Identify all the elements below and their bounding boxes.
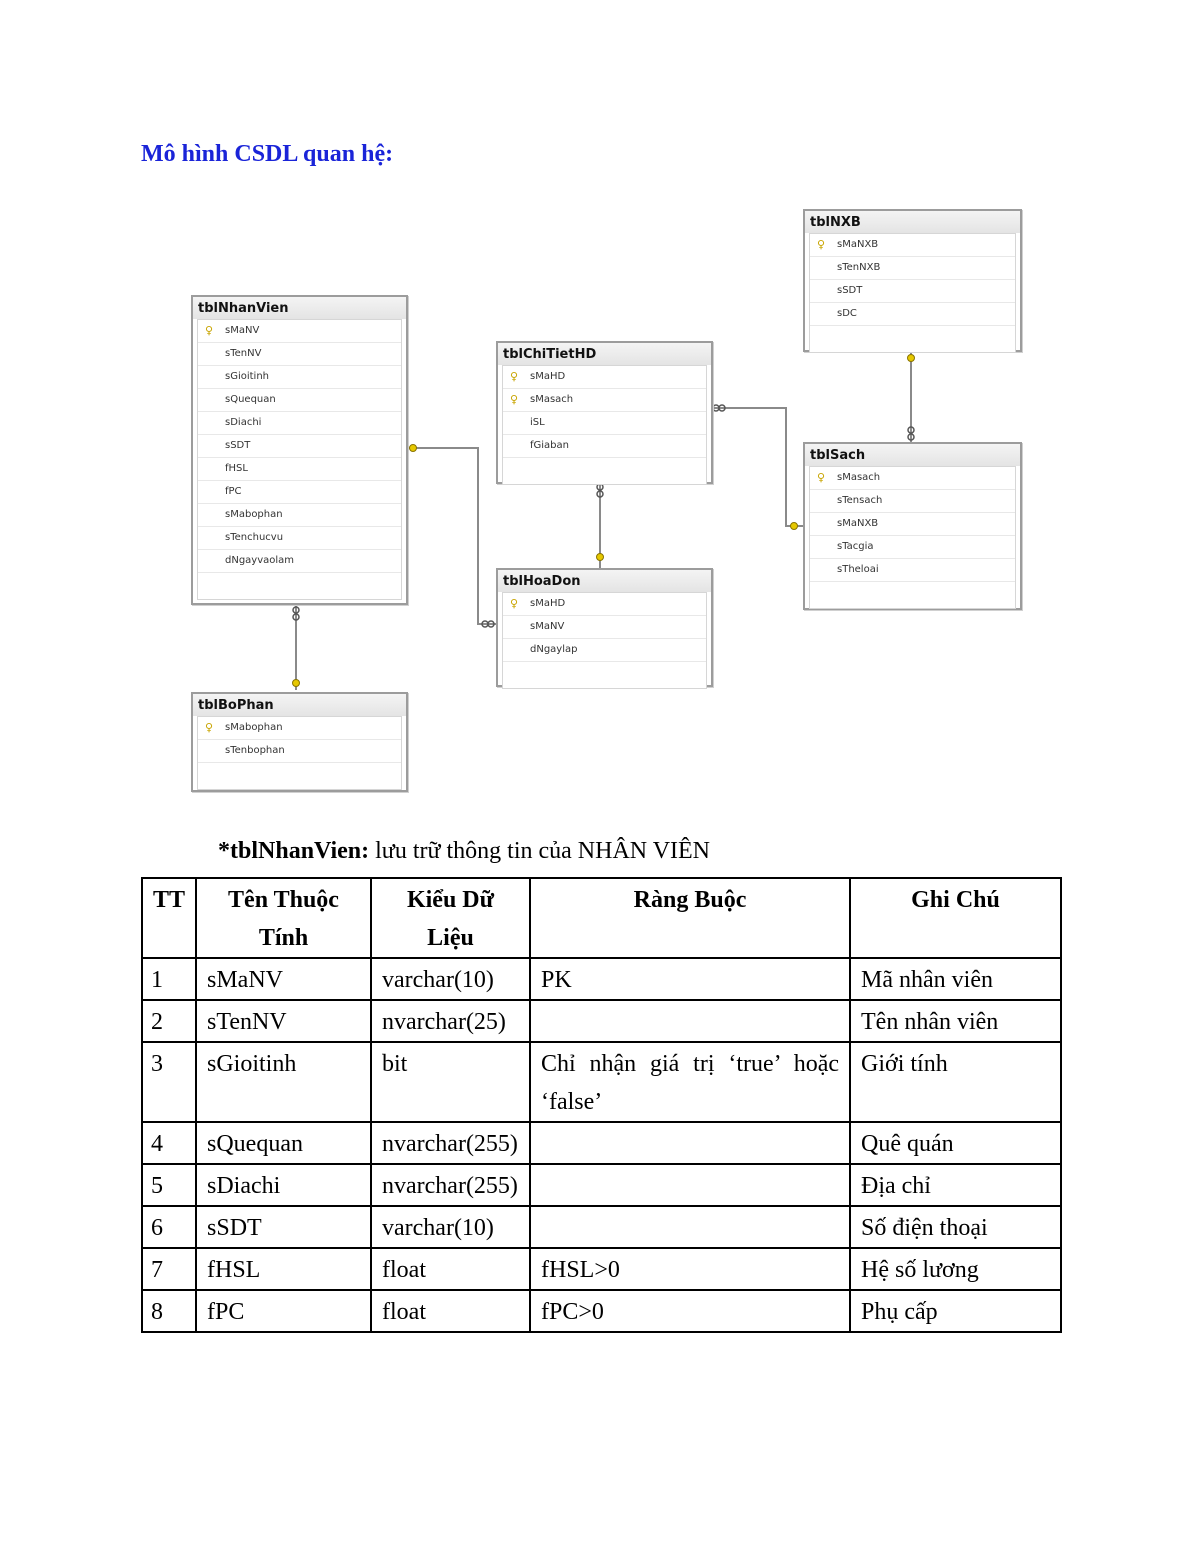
column-list bbox=[809, 466, 1016, 609]
table-cell: sDiachi bbox=[196, 1164, 371, 1206]
table-cell: sQuequan bbox=[196, 1122, 371, 1164]
column-row[interactable] bbox=[198, 550, 401, 573]
column-name: sMaNXB bbox=[837, 239, 879, 250]
table-cell: Hệ số lương bbox=[850, 1248, 1061, 1290]
column-row[interactable] bbox=[198, 320, 401, 343]
key-icon: ♀ bbox=[817, 238, 826, 251]
column-name: sMaNV bbox=[225, 325, 260, 336]
table-cell: bit bbox=[371, 1042, 530, 1122]
header-cell: Kiểu Dữ Liệu bbox=[371, 878, 530, 958]
table-cell: sGioitinh bbox=[196, 1042, 371, 1122]
column-row[interactable] bbox=[503, 593, 706, 616]
column-name: sSDT bbox=[225, 440, 251, 451]
table-cell bbox=[530, 1122, 850, 1164]
column-name: sTheloai bbox=[837, 564, 879, 575]
key-icon: ♀ bbox=[817, 471, 826, 484]
column-name: sTenchucvu bbox=[225, 532, 284, 543]
page-heading: Mô hình CSDL quan hệ: bbox=[141, 141, 394, 167]
column-row[interactable] bbox=[810, 513, 1015, 536]
column-row[interactable] bbox=[198, 343, 401, 366]
column-name: iSL bbox=[530, 417, 545, 428]
column-name: fGiaban bbox=[530, 440, 569, 451]
table-title: tblChiTietHD bbox=[498, 343, 711, 365]
column-row[interactable] bbox=[198, 504, 401, 527]
table-cell: 8 bbox=[142, 1290, 196, 1332]
table-cell: 7 bbox=[142, 1248, 196, 1290]
table-row bbox=[142, 1206, 1061, 1248]
table-cell: 4 bbox=[142, 1122, 196, 1164]
empty-row bbox=[810, 582, 1015, 608]
table-cell: 6 bbox=[142, 1206, 196, 1248]
table-box-sach[interactable] bbox=[803, 442, 1022, 610]
column-row[interactable] bbox=[503, 616, 706, 639]
table-row bbox=[142, 958, 1061, 1000]
table-cell: varchar(10) bbox=[371, 958, 530, 1000]
table-cell: Giới tính bbox=[850, 1042, 1061, 1122]
column-row[interactable] bbox=[810, 559, 1015, 582]
column-row[interactable] bbox=[503, 412, 706, 435]
description-table-name: *tblNhanVien: bbox=[218, 838, 370, 864]
key-icon: ♀ bbox=[205, 324, 214, 337]
table-cell: Số điện thoại bbox=[850, 1206, 1061, 1248]
column-list bbox=[809, 233, 1016, 353]
table-row bbox=[142, 1122, 1061, 1164]
column-name: sMaNV bbox=[530, 621, 565, 632]
table-row bbox=[142, 1164, 1061, 1206]
table-cell bbox=[530, 1164, 850, 1206]
table-box-nxb[interactable] bbox=[803, 209, 1022, 352]
attribute-table bbox=[141, 877, 1062, 1333]
table-cell: 2 bbox=[142, 1000, 196, 1042]
header-cell: Ghi Chú bbox=[850, 878, 1061, 958]
table-title: tblSach bbox=[805, 444, 1020, 466]
table-cell: fPC bbox=[196, 1290, 371, 1332]
column-row[interactable] bbox=[810, 280, 1015, 303]
header-cell: Ràng Buộc bbox=[530, 878, 850, 958]
column-row[interactable] bbox=[810, 467, 1015, 490]
column-name: sMaHD bbox=[530, 598, 566, 609]
column-row[interactable] bbox=[198, 458, 401, 481]
attribute-table-header bbox=[142, 878, 1061, 958]
table-row bbox=[142, 1248, 1061, 1290]
table-row bbox=[142, 1042, 1061, 1122]
table-title: tblNhanVien bbox=[193, 297, 406, 319]
column-name: sDC bbox=[837, 308, 857, 319]
rel-nhanvien-hoadon bbox=[406, 448, 496, 624]
column-name: sSDT bbox=[837, 285, 863, 296]
column-row[interactable] bbox=[810, 257, 1015, 280]
column-name: sTenbophan bbox=[225, 745, 285, 756]
column-row[interactable] bbox=[503, 435, 706, 458]
table-cell: 5 bbox=[142, 1164, 196, 1206]
column-row[interactable] bbox=[198, 481, 401, 504]
column-name: sGioitinh bbox=[225, 371, 270, 382]
table-cell: Quê quán bbox=[850, 1122, 1061, 1164]
table-cell: 1 bbox=[142, 958, 196, 1000]
column-row[interactable] bbox=[503, 639, 706, 662]
column-name: sTenNXB bbox=[837, 262, 881, 273]
table-row bbox=[142, 1290, 1061, 1332]
rel-chitiet-sach bbox=[711, 408, 804, 526]
empty-row bbox=[503, 458, 706, 484]
table-box-nhanvien[interactable] bbox=[191, 295, 408, 605]
table-description bbox=[218, 838, 710, 865]
column-row[interactable] bbox=[198, 389, 401, 412]
column-row[interactable] bbox=[198, 740, 401, 763]
table-box-chitiethd[interactable] bbox=[496, 341, 713, 484]
table-cell: Mã nhân viên bbox=[850, 958, 1061, 1000]
table-box-bophan[interactable] bbox=[191, 692, 408, 792]
table-title: tblBoPhan bbox=[193, 694, 406, 716]
column-row[interactable] bbox=[810, 234, 1015, 257]
column-row[interactable] bbox=[503, 366, 706, 389]
column-name: sTenNV bbox=[225, 348, 262, 359]
table-cell: sTenNV bbox=[196, 1000, 371, 1042]
column-row[interactable] bbox=[810, 490, 1015, 513]
column-list bbox=[197, 716, 402, 790]
table-cell: Địa chỉ bbox=[850, 1164, 1061, 1206]
column-name: fPC bbox=[225, 486, 242, 497]
table-cell: fHSL bbox=[196, 1248, 371, 1290]
key-icon: ♀ bbox=[510, 370, 519, 383]
key-icon bbox=[410, 445, 417, 452]
column-name: sMabophan bbox=[225, 722, 283, 733]
table-cell: Chỉ nhận giá trị ‘true’ hoặc ‘false’ bbox=[530, 1042, 850, 1122]
empty-row bbox=[503, 662, 706, 688]
key-icon: ♀ bbox=[510, 393, 519, 406]
table-row bbox=[142, 1000, 1061, 1042]
key-icon bbox=[597, 554, 604, 561]
column-name: sMabophan bbox=[225, 509, 283, 520]
column-name: sTensach bbox=[837, 495, 883, 506]
header-cell: Tên Thuộc Tính bbox=[196, 878, 371, 958]
column-row[interactable] bbox=[198, 717, 401, 740]
column-row[interactable] bbox=[810, 536, 1015, 559]
table-cell: varchar(10) bbox=[371, 1206, 530, 1248]
description-text: lưu trữ thông tin của NHÂN VIÊN bbox=[369, 838, 711, 864]
table-cell: nvarchar(255) bbox=[371, 1122, 530, 1164]
key-icon bbox=[293, 680, 300, 687]
column-name: sMasach bbox=[530, 394, 574, 405]
column-list bbox=[502, 592, 707, 689]
column-row[interactable] bbox=[198, 435, 401, 458]
table-cell: sSDT bbox=[196, 1206, 371, 1248]
key-icon bbox=[908, 355, 915, 362]
key-icon bbox=[791, 523, 798, 530]
table-box-hoadon[interactable] bbox=[496, 568, 713, 687]
table-cell: PK bbox=[530, 958, 850, 1000]
table-cell bbox=[530, 1000, 850, 1042]
column-name: dNgaylap bbox=[530, 644, 578, 655]
column-name: dNgayvaolam bbox=[225, 555, 295, 566]
column-name: sMaHD bbox=[530, 371, 566, 382]
column-name: sQuequan bbox=[225, 394, 276, 405]
key-icon: ♀ bbox=[205, 721, 214, 734]
column-row[interactable] bbox=[198, 412, 401, 435]
column-row[interactable] bbox=[198, 527, 401, 550]
column-name: sTacgia bbox=[837, 541, 874, 552]
table-title: tblNXB bbox=[805, 211, 1020, 233]
table-cell: fPC>0 bbox=[530, 1290, 850, 1332]
empty-row bbox=[198, 763, 401, 789]
empty-row bbox=[810, 326, 1015, 352]
column-list bbox=[502, 365, 707, 485]
column-name: sDiachi bbox=[225, 417, 262, 428]
table-cell: nvarchar(255) bbox=[371, 1164, 530, 1206]
empty-row bbox=[198, 573, 401, 599]
key-icon: ♀ bbox=[510, 597, 519, 610]
column-name: sMasach bbox=[837, 472, 881, 483]
column-row[interactable] bbox=[198, 366, 401, 389]
table-cell: fHSL>0 bbox=[530, 1248, 850, 1290]
table-cell: Tên nhân viên bbox=[850, 1000, 1061, 1042]
table-title: tblHoaDon bbox=[498, 570, 711, 592]
table-cell: nvarchar(25) bbox=[371, 1000, 530, 1042]
column-row[interactable] bbox=[810, 303, 1015, 326]
table-cell: sMaNV bbox=[196, 958, 371, 1000]
column-name: fHSL bbox=[225, 463, 248, 474]
table-cell: Phụ cấp bbox=[850, 1290, 1061, 1332]
table-cell: float bbox=[371, 1248, 530, 1290]
table-cell bbox=[530, 1206, 850, 1248]
column-row[interactable] bbox=[503, 389, 706, 412]
header-cell: TT bbox=[142, 878, 196, 958]
column-list bbox=[197, 319, 402, 600]
table-cell: float bbox=[371, 1290, 530, 1332]
table-cell: 3 bbox=[142, 1042, 196, 1122]
column-name: sMaNXB bbox=[837, 518, 879, 529]
